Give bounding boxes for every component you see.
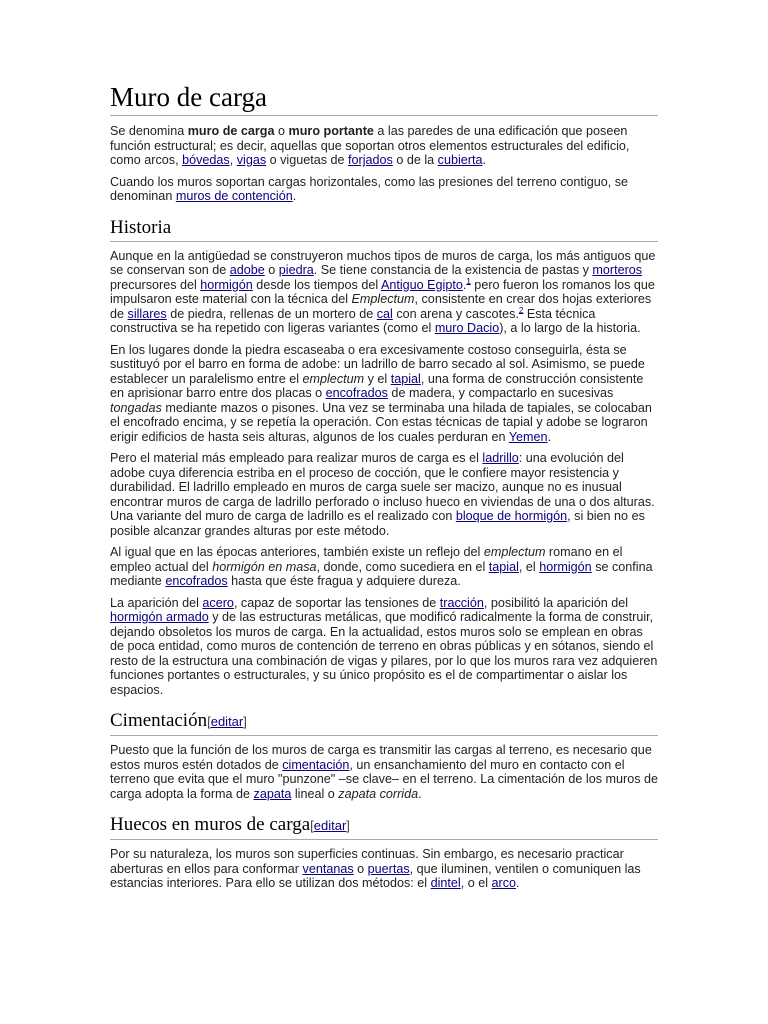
text: . [418, 786, 422, 801]
bold-term: muro de carga [187, 124, 275, 138]
text: se confina mediante [110, 559, 653, 588]
link-piedra[interactable]: piedra [278, 263, 314, 277]
link-ventanas[interactable]: ventanas [302, 861, 354, 876]
text: o [274, 124, 289, 138]
text: , un ensanchamiento del muro en contacto con el terreno que evita que el muro "punzone" –se clave– en el terreno. La cimentación de los muros de carga adopta la forma de [110, 757, 659, 801]
text: , capaz de soportar las tensiones de [233, 595, 440, 610]
text: y el [364, 371, 391, 386]
historia-paragraph-2 [110, 343, 658, 445]
page-title: Muro de carga [110, 82, 658, 116]
text: lineal o [291, 786, 339, 801]
link-dintel[interactable]: dintel [430, 876, 461, 890]
edit-section-link [310, 818, 350, 833]
link-zapata[interactable]: zapata [253, 786, 292, 801]
italic-term: Emplectum [351, 292, 415, 306]
article [110, 82, 658, 898]
text: . [516, 876, 520, 890]
text: precursores del [110, 277, 201, 292]
text: o de la [392, 153, 438, 167]
link-encofrados[interactable]: encofrados [165, 574, 228, 588]
text: , si bien no es posible alcanzar grandes alturas por este método. [110, 509, 645, 538]
text: Puesto que la función de los muros de carga es transmitir las cargas al terreno, es necesario que estos muros estén dotados de [110, 743, 652, 772]
italic-term: zapata corrida [338, 786, 419, 801]
text: , el [518, 559, 540, 574]
link-yemen[interactable]: Yemen [508, 429, 548, 444]
text: , consistente en crear dos hojas exteriores de [110, 292, 652, 321]
historia-paragraph-4 [110, 545, 658, 589]
link-puertas[interactable]: puertas [367, 861, 410, 876]
link-cubierta[interactable]: cubierta [437, 153, 483, 167]
bracket: ] [346, 818, 350, 833]
edit-link[interactable]: editar [210, 714, 244, 729]
text: de piedra, rellenas de un mortero de [166, 306, 377, 321]
text: Pero el material más empleado para realizar muros de carga es el [110, 451, 483, 465]
link-bovedas[interactable]: bóvedas [182, 153, 230, 167]
italic-term: hormigón en masa [212, 559, 317, 574]
text: . [462, 277, 467, 292]
italic-term: emplectum [483, 545, 546, 559]
historia-paragraph-1 [110, 249, 658, 336]
link-vigas[interactable]: vigas [236, 153, 267, 167]
heading-text: Cimentación [110, 710, 208, 731]
intro-paragraph-1 [110, 124, 658, 168]
text: Cuando los muros soportan cargas horizontales, como las presiones del terreno contiguo, se denominan [110, 174, 629, 203]
bracket: [ [310, 818, 314, 833]
text: , [229, 153, 237, 167]
text: hasta que éste fragua y adquiere dureza. [227, 574, 461, 588]
link-encofrados[interactable]: encofrados [325, 386, 388, 400]
link-cimentacion[interactable]: cimentación [282, 757, 350, 772]
huecos-paragraph [110, 847, 658, 891]
bracket: ] [243, 714, 247, 729]
link-hormigon[interactable]: hormigón [539, 559, 592, 574]
link-morteros[interactable]: morteros [592, 263, 643, 277]
heading-text: Huecos en muros de carga [110, 814, 311, 835]
text: de madera, y compactarlo en sucesivas [387, 386, 614, 400]
text: Esta técnica constructiva se ha repetido con ligeras variantes (como el [110, 306, 596, 335]
text: o [353, 861, 368, 876]
edit-link[interactable]: editar [313, 818, 347, 833]
section-heading-huecos [110, 814, 658, 840]
cimentacion-paragraph [110, 743, 658, 801]
text: La aparición del [110, 595, 203, 610]
italic-term: emplectum [302, 371, 365, 386]
text: , una forma de construcción consistente en aprisionar barro entre dos placas o [110, 371, 644, 400]
link-tapial[interactable]: tapial [488, 559, 519, 574]
historia-paragraph-3 [110, 451, 658, 538]
text: : una evolución del adobe cuya diferencia estriba en el proceso de cocción, que le confiere mayor resistencia y durabilidad. El ladrillo empleado en muros de carga suele ser macizo, aunque no es inusual encontrar muros de carga de ladrillo perforado o incluso hueco en viviendas de una o dos alturas. Una variante del muro de carga de ladrillo es el realizado con [110, 451, 655, 523]
text: En los lugares donde la piedra escaseaba o era excesivamente costoso conseguirla, ésta se sustituyó por el barro en forma de adobe: un ladrillo de barro secado al sol. Asimismo, se puede establecer un paralelismo entre el [110, 342, 645, 386]
text: , que iluminen, ventilen o comuniquen las estancias interiores. Para ello se utilizan dos métodos: el [110, 861, 641, 890]
link-sillares[interactable]: sillares [127, 306, 167, 321]
text: Aunque en la antigüedad se construyeron muchos tipos de muros de carga, los más antiguos que se conservan son de [110, 248, 656, 277]
bold-term: muro portante [288, 124, 374, 138]
text: desde los tiempos del [252, 277, 381, 292]
link-forjados[interactable]: forjados [348, 153, 393, 167]
text: Se denomina [110, 124, 188, 138]
edit-section-link [207, 714, 247, 729]
bracket: [ [207, 714, 211, 729]
text: Por su naturaleza, los muros son superficies continuas. Sin embargo, es necesario practicar aberturas en ellos para conformar [110, 847, 624, 876]
text: , donde, como sucediera en el [316, 559, 489, 574]
text: ), a lo largo de la historia. [499, 321, 641, 335]
reference-link-2[interactable]: 2 [518, 305, 524, 315]
text: romano en el empleo actual del [110, 545, 623, 574]
text: mediante mazos o pisones. Una vez se terminaba una hilada de tapiales, se colocaban el encofrado encima, y se repetía la operación. Con estas técnicas de tapial y adobe se lograron erigir edificios de hasta seis alturas, algunos de los cuales perduran en [110, 400, 652, 444]
link-acero[interactable]: acero [202, 595, 234, 610]
link-muro-dacio[interactable]: muro Dacio [434, 321, 500, 335]
link-bloque-de-hormigon[interactable]: bloque de hormigón [455, 509, 568, 523]
section-heading-historia: Historia [110, 217, 658, 242]
link-traccion[interactable]: tracción [439, 595, 484, 610]
text: con arena y cascotes. [392, 306, 519, 321]
text: a las paredes de una edificación que poseen función estructural; es decir, aquellas que soportan otros elementos estructurales del edificio, como arcos, [110, 124, 630, 167]
link-adobe[interactable]: adobe [229, 263, 265, 277]
link-cal[interactable]: cal [376, 306, 393, 321]
intro-paragraph-2 [110, 175, 658, 204]
link-tapial[interactable]: tapial [390, 371, 421, 386]
link-hormigon-armado[interactable]: hormigón armado [110, 610, 209, 624]
link-arco[interactable]: arco [491, 876, 517, 890]
link-hormigon[interactable]: hormigón [200, 277, 253, 292]
historia-paragraph-5 [110, 596, 658, 698]
link-ladrillo[interactable]: ladrillo [482, 451, 519, 465]
link-antiguo-egipto[interactable]: Antiguo Egipto [380, 277, 463, 292]
text: o [264, 263, 279, 277]
text: , posibilitó la aparición del [483, 595, 629, 610]
link-muros-de-contencion[interactable]: muros de contención [175, 189, 293, 203]
text: . Se tiene constancia de la existencia de pastas y [313, 263, 593, 277]
text: Al igual que en las épocas anteriores, también existe un reflejo del [110, 545, 484, 559]
text: . [292, 189, 297, 203]
text: , o el [460, 876, 492, 890]
text: o viguetas de [266, 153, 349, 167]
section-heading-cimentacion [110, 710, 658, 736]
text: pero fueron los romanos los que impulsaron este material con la técnica del [110, 277, 655, 306]
text: . [547, 429, 552, 444]
reference-link-1[interactable]: 1 [466, 276, 471, 286]
text: y de las estructuras metálicas, que modificó radicalmente la forma de construir, dejando obsoletos los muros de carga. En la actualidad, estos muros solo se emplean en obras de poca entidad, como muros de contención de terreno en obras públicas y en sótanos, siendo el resto de la estructura una combinación de vigas y pilares, por lo que los muros rara vez adquieren funciones portantes o estructurales, y su único propósito es el de compartimentar o aislar los espacios. [110, 610, 658, 697]
italic-term: tongadas [110, 400, 162, 415]
text: . [482, 153, 486, 167]
